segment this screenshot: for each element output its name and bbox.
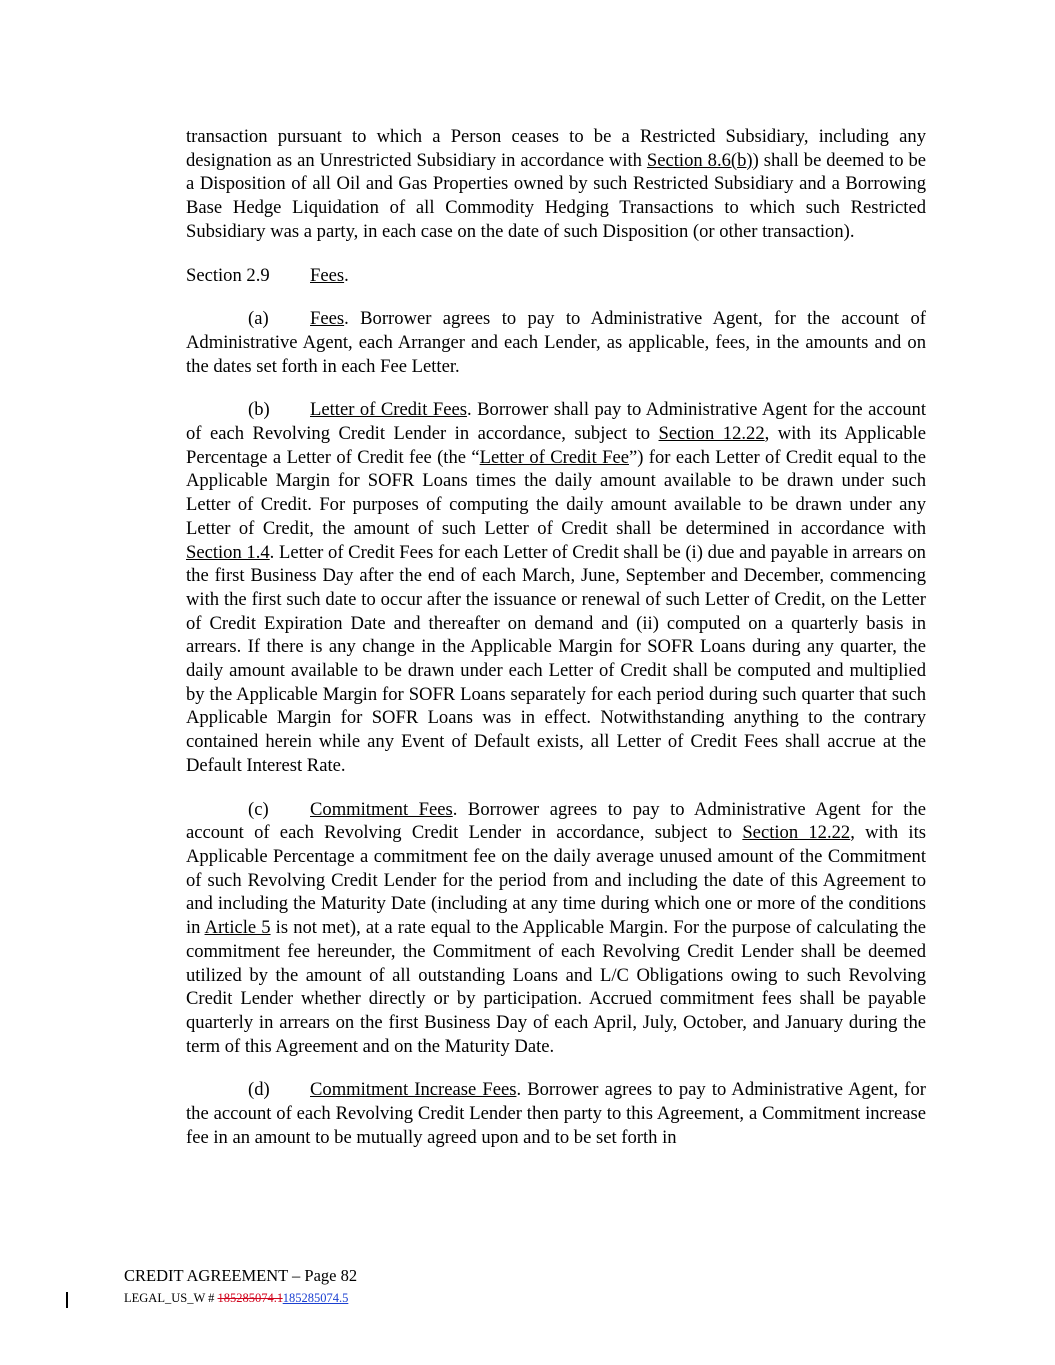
paragraph-b-text-2: , with its Applicable Percentage a Letter of Credit fee (the “ [186, 423, 926, 468]
footer-legal-id [124, 1289, 357, 1307]
document-page [186, 125, 926, 1169]
paragraph-d-title: Commitment Increase Fees [310, 1079, 517, 1101]
section-reference-link[interactable]: Section 12.22 [742, 822, 851, 844]
paragraph-c-label: (c) [248, 798, 269, 820]
paragraph-b-title: Letter of Credit Fees [310, 399, 467, 421]
paragraph-a-text: . Borrower agrees to pay to Administrative Agent, for the account of Administrative Agent, each Arranger and each Lender, as applicable, fees, in the amounts and on the dates set forth in each Fee Letter. [186, 308, 926, 377]
intro-text: transaction pursuant to which a Person ceases to be a Restricted Subsidiary, including any designation as an Unrestricted Subsidiary in accordance with [186, 126, 926, 171]
section-reference-link[interactable]: Section 12.22 [658, 423, 765, 445]
paragraph-b-label: (b) [248, 399, 270, 421]
paragraph-c-text-3: is not met), at a rate equal to the Applicable Margin. For the purpose of calculating the commitment fee hereunder, the Commitment of each Revolving Credit Lender shall be deemed utilized by the amount of all outstanding Loans and L/C Obligations owing to such Revolving Credit Lender whether directly or by participation. Accrued commitment fees shall be payable quarterly in arrears on the first Business Day of each April, July, October, and January during the term of this Agreement and on the Maturity Date. [186, 917, 926, 1057]
paragraph-d-label: (d) [248, 1079, 270, 1101]
paragraph-c [186, 798, 926, 1059]
page-footer [124, 1266, 357, 1307]
legal-prefix: LEGAL_US_W # [124, 1291, 218, 1305]
intro-text-continued: ) shall be deemed to be a Disposition of all Oil and Gas Properties owned by such Restricted Subsidiary and a Borrowing Base Hedge Liquidation of all Commodity Hedging Transactions to which such Restricted Subsidiary was a party, in each case on the date of such Disposition (or other transaction). [186, 149, 927, 242]
paragraph-c-title: Commitment Fees [310, 798, 453, 820]
section-reference-link[interactable]: Section 1.4 [186, 541, 270, 563]
section-title-period: . [344, 264, 349, 286]
paragraph-c-text-2: , with its Applicable Percentage a commitment fee on the daily average unused amount of the Commitment of such Revolving Credit Lender for the period from and including the date of this Agreement to and including the Maturity Date (including at any time during which one or more of the conditions in [186, 822, 927, 939]
paragraph-b [186, 398, 926, 777]
paragraph-a-title: Fees [310, 308, 345, 330]
section-title: Fees [310, 264, 345, 286]
paragraph-b-text-3: ”) for each Letter of Credit equal to the Applicable Margin for SOFR Loans times the daily amount available to be drawn under such Letter of Credit. For purposes of computing the daily amount available to be drawn under any Letter of Credit, the amount of such Letter of Credit shall be determined in accordance with [186, 446, 926, 539]
section-reference-link[interactable]: Section 8.6(b) [646, 149, 753, 171]
paragraph-d-text: . Borrower agrees to pay to Administrative Agent, for the account of each Revolving Credit Lender then party to this Agreement, a Commitment increase fee in an amount to be mutually agreed upon and to be set forth in [186, 1079, 926, 1148]
paragraph-c-text-1: . Borrower agrees to pay to Administrative Agent for the account of each Revolving Credit Lender in accordance, subject to [186, 798, 926, 844]
paragraph-d [186, 1078, 926, 1149]
section-heading [186, 264, 926, 288]
intro-paragraph [186, 125, 926, 244]
article-reference-link[interactable]: Article 5 [204, 917, 271, 939]
deleted-document-id: 185285074.1 [217, 1291, 283, 1305]
defined-term: Letter of Credit Fee [479, 446, 629, 468]
footer-title: CREDIT AGREEMENT – Page 82 [124, 1266, 358, 1285]
change-bar [66, 1292, 68, 1308]
paragraph-b-text-1: . Borrower shall pay to Administrative Agent for the account of each Revolving Credit Lender in accordance, subject to [186, 399, 926, 445]
section-number: Section 2.9 [186, 264, 270, 286]
paragraph-a-label: (a) [248, 308, 269, 330]
inserted-document-id: 185285074.5 [282, 1291, 349, 1305]
paragraph-b-text-4: . Letter of Credit Fees for each Letter of Credit shall be (i) due and payable in arrears on the first Business Day after the end of each March, June, September and December, commencing with the first such date to occur after the issuance or renewal of such Letter of Credit, on the Letter of Credit Expiration Date and thereafter on demand and (ii) computed on a quarterly basis in arrears. If there is any change in the Applicable Margin for SOFR Loans during any quarter, the daily amount available to be drawn under each Letter of Credit shall be computed and multiplied by the Applicable Margin for SOFR Loans separately for each period during such quarter that such Applicable Margin for SOFR Loans was in effect. Notwithstanding anything to the contrary contained herein while any Event of Default exists, all Letter of Credit Fees shall accrue at the Default Interest Rate. [186, 541, 926, 776]
paragraph-a [186, 307, 926, 378]
